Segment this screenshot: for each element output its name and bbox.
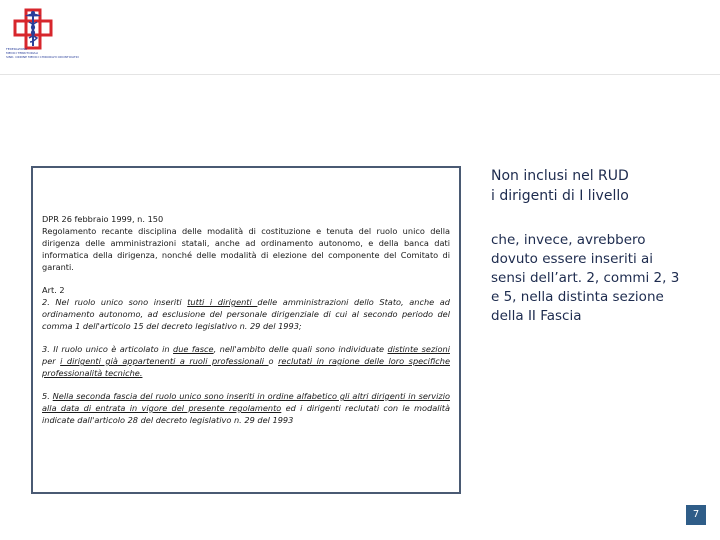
comma-5 (42, 390, 450, 426)
slide-body-text: che, invece, avrebbero dovuto essere inseriti ai sensi dell’art. 2, commi 2, 3 e 5, nella distinta sezione della II Fascia (491, 232, 680, 324)
logo-line-2: MEDICI TERRITORIALI (6, 51, 39, 55)
comma-3-text-a: 3. Il ruolo unico è articolato in (42, 344, 174, 354)
heading-line-2: i dirigenti di I livello (491, 188, 629, 204)
decree-title: DPR 26 febbraio 1999, n. 150 (42, 214, 164, 224)
decree-subtitle: Regolamento recante disciplina delle modalità di costituzione e tenuta del ruolo unico della dirigenza delle amministrazioni statali, anche ad ordinamento autonomo, e della banca dati informatica della dirigenza, nonché delle modalità di elezione del componente del Comitato di garanti. (42, 226, 450, 272)
comma-3-text-d: o (268, 356, 279, 366)
decree-header (42, 213, 450, 273)
comma-3-underline-1: due fasce (173, 344, 214, 354)
comma-2 (42, 297, 450, 331)
slide-heading (491, 166, 691, 206)
heading-line-1: Non inclusi nel RUD (491, 168, 629, 184)
article-2 (42, 284, 450, 332)
header-divider (0, 74, 720, 75)
law-excerpt-box (31, 166, 461, 494)
law-excerpt (42, 213, 450, 426)
comma-3-underline-2: distinte sezioni (387, 344, 450, 354)
logo-line-3: SIND. ORDINE MEDICI CHIRURGHI ODONTOIATRI (6, 55, 79, 59)
comma-2-text-b: delle amministrazioni dello Stato, anche ad ordinamento autonomo, ad esclusione del personale dirigenziale di cui al secondo periodo del comma 1 dell'articolo 15 del decreto legislativo n. 29 del 1993; (42, 297, 450, 331)
comma-2-text-a: 2. Nel ruolo unico sono inseriti (42, 297, 188, 307)
comma-3-underline-4: reclutati in ragione delle loro specifiche professionalità tecniche. (42, 356, 450, 378)
comma-5-text-a: 5. (42, 391, 53, 401)
comma-3 (42, 343, 450, 379)
logo-text (6, 47, 79, 59)
comma-3-text-b: , nell'ambito delle quali sono individuate (213, 344, 388, 354)
logo-line-1: FEDERAZIONE (6, 47, 28, 51)
comma-3-text-c: per (42, 356, 61, 366)
comma-3-underline-3: i dirigenti già appartenenti a ruoli professionali (60, 356, 269, 366)
article-title: Art. 2 (42, 285, 65, 295)
comma-5-underline: Nella seconda fascia del ruolo unico sono inseriti in ordine alfabetico gli altri dirigenti in servizio alla data di entrata in vigore del presente regolamento (42, 391, 450, 413)
comma-2-underline: tutti i dirigenti (187, 297, 258, 307)
page-number-badge: 7 (686, 505, 706, 525)
comma-5-text-b: ed i dirigenti reclutati con le modalità indicate dall'articolo 28 del decreto legislativo n. 29 del 1993 (42, 403, 451, 425)
